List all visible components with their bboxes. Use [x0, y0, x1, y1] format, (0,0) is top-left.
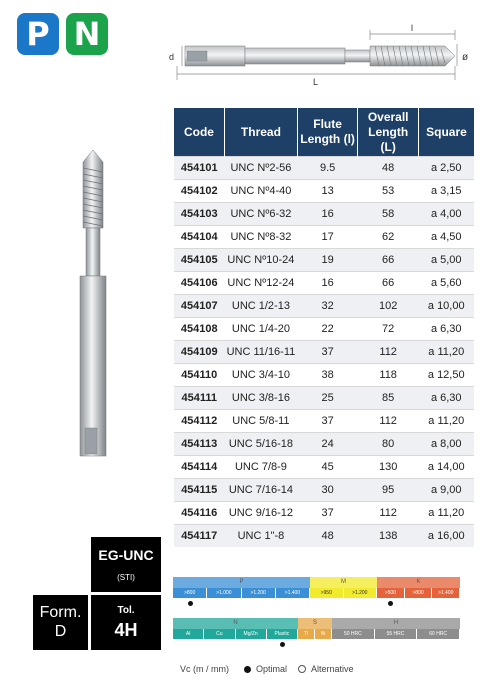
- cell-code: 454106: [174, 272, 224, 295]
- cell-square: a 14,00: [418, 456, 474, 479]
- cell-thread: UNC 9/16-12: [224, 502, 297, 525]
- tap-dimension-diagram: [165, 22, 475, 90]
- cell-thread: UNC 3/8-16: [224, 387, 297, 410]
- cell-overall-length: 58: [358, 203, 419, 226]
- tap-type-sub-label: (STI): [117, 573, 135, 582]
- cell-code: 454112: [174, 410, 224, 433]
- table-row: [174, 387, 474, 410]
- cell-overall-length: 85: [358, 387, 419, 410]
- cell-overall-length: 138: [358, 525, 419, 548]
- material-cell: >1.400: [276, 588, 310, 598]
- material-group-label: K: [377, 577, 460, 588]
- table-row: [174, 249, 474, 272]
- cell-flute-length: 17: [297, 226, 357, 249]
- form-value: D: [54, 623, 67, 640]
- cell-thread: UNC 11/16-11: [224, 341, 297, 364]
- material-cell: Ti: [298, 629, 315, 639]
- cell-square: a 5,60: [418, 272, 474, 295]
- cell-code: 454113: [174, 433, 224, 456]
- cell-thread: UNC 7/16-14: [224, 479, 297, 502]
- cell-thread: UNC 7/8-9: [224, 456, 297, 479]
- cell-square: a 6,30: [418, 318, 474, 341]
- table-row: [174, 456, 474, 479]
- legend-alternative: Alternative: [311, 664, 354, 674]
- material-cell: Mg/Zn: [236, 629, 267, 639]
- n-material-badge: N: [66, 13, 108, 55]
- cell-overall-length: 48: [358, 157, 419, 180]
- cell-code: 454110: [174, 364, 224, 387]
- cell-square: a 10,00: [418, 295, 474, 318]
- table-row: [174, 180, 474, 203]
- cell-overall-length: 66: [358, 272, 419, 295]
- form-box: [33, 595, 88, 650]
- material-cell: >1.400: [432, 588, 460, 598]
- material-group-label: N: [173, 618, 298, 629]
- cell-flute-length: 37: [297, 341, 357, 364]
- table-row: [174, 410, 474, 433]
- material-cell: 55 HRC: [375, 629, 418, 639]
- table-header-row: [174, 108, 474, 157]
- cell-square: a 8,00: [418, 433, 474, 456]
- cell-overall-length: 53: [358, 180, 419, 203]
- cell-code: 454108: [174, 318, 224, 341]
- material-group-s: [298, 618, 332, 649]
- cell-thread: UNC Nº4-40: [224, 180, 297, 203]
- header-thread: Thread: [224, 108, 297, 157]
- table-row: [174, 203, 474, 226]
- cell-code: 454104: [174, 226, 224, 249]
- cell-flute-length: 37: [297, 410, 357, 433]
- cell-square: a 4,00: [418, 203, 474, 226]
- cell-overall-length: 66: [358, 249, 419, 272]
- cell-code: 454114: [174, 456, 224, 479]
- cell-thread: UNC 1/4-20: [224, 318, 297, 341]
- cell-flute-length: 24: [297, 433, 357, 456]
- cell-thread: UNC Nº12-24: [224, 272, 297, 295]
- cell-overall-length: 130: [358, 456, 419, 479]
- material-cell: Ni: [315, 629, 332, 639]
- optimal-dot-icon: [188, 601, 193, 606]
- material-table-bottom: [173, 618, 460, 649]
- cell-thread: UNC 3/4-10: [224, 364, 297, 387]
- material-cell: >1.000: [207, 588, 241, 598]
- cell-code: 454101: [174, 157, 224, 180]
- table-body: [174, 157, 474, 548]
- cell-flute-length: 30: [297, 479, 357, 502]
- cell-square: a 2,50: [418, 157, 474, 180]
- alternative-dot-icon: [298, 665, 306, 673]
- cell-thread: UNC Nº10-24: [224, 249, 297, 272]
- material-cell: >800: [173, 588, 207, 598]
- cell-flute-length: 22: [297, 318, 357, 341]
- legend: [180, 664, 354, 674]
- cell-thread: UNC 1"-8: [224, 525, 297, 548]
- cell-flute-length: 32: [297, 295, 357, 318]
- optimal-dot-icon: [280, 642, 285, 647]
- material-group-m: [310, 577, 377, 608]
- material-cell: >1.200: [344, 588, 378, 598]
- cell-code: 454102: [174, 180, 224, 203]
- material-table-top: [173, 577, 460, 608]
- material-group-k: [377, 577, 460, 608]
- cell-overall-length: 80: [358, 433, 419, 456]
- cell-code: 454109: [174, 341, 224, 364]
- cell-flute-length: 37: [297, 502, 357, 525]
- table-row: [174, 318, 474, 341]
- material-group-label: S: [298, 618, 332, 629]
- cell-flute-length: 45: [297, 456, 357, 479]
- cell-flute-length: 38: [297, 364, 357, 387]
- cell-thread: UNC 1/2-13: [224, 295, 297, 318]
- table-row: [174, 272, 474, 295]
- legend-optimal: Optimal: [256, 664, 288, 674]
- table-row: [174, 479, 474, 502]
- cell-thread: UNC Nº8-32: [224, 226, 297, 249]
- material-cell: Al: [173, 629, 204, 639]
- thread-spec-table: [174, 108, 474, 547]
- cell-code: 454103: [174, 203, 224, 226]
- cell-flute-length: 13: [297, 180, 357, 203]
- optimal-dot-icon: [388, 601, 393, 606]
- material-cell: >1.200: [242, 588, 276, 598]
- material-group-label: P: [173, 577, 310, 588]
- cell-code: 454105: [174, 249, 224, 272]
- cell-square: a 11,20: [418, 341, 474, 364]
- table-row: [174, 433, 474, 456]
- material-group-label: M: [310, 577, 377, 588]
- material-group-h: [332, 618, 460, 649]
- header-code: Code: [174, 108, 224, 157]
- table-row: [174, 226, 474, 249]
- table-row: [174, 502, 474, 525]
- form-label: Form.: [39, 604, 82, 621]
- cell-overall-length: 112: [358, 410, 419, 433]
- cell-code: 454115: [174, 479, 224, 502]
- tolerance-box: [91, 595, 161, 650]
- cell-square: a 12,50: [418, 364, 474, 387]
- tolerance-value: 4H: [114, 620, 138, 640]
- legend-vc: Vc (m / mm): [180, 664, 229, 674]
- material-cell: >800: [405, 588, 433, 598]
- cell-square: a 3,15: [418, 180, 474, 203]
- material-group-n: [173, 618, 298, 649]
- cell-overall-length: 62: [358, 226, 419, 249]
- diagram-diameter-label: ø: [462, 52, 469, 63]
- cell-flute-length: 16: [297, 203, 357, 226]
- material-group-label: H: [332, 618, 460, 629]
- tap-type-box: [91, 537, 161, 592]
- cell-square: a 11,20: [418, 502, 474, 525]
- material-group-p: [173, 577, 310, 608]
- material-cell: 60 HRC: [417, 629, 460, 639]
- tolerance-label: Tol.: [117, 605, 135, 616]
- cell-flute-length: 16: [297, 272, 357, 295]
- cell-code: 454116: [174, 502, 224, 525]
- cell-thread: UNC Nº6-32: [224, 203, 297, 226]
- cell-square: a 4,50: [418, 226, 474, 249]
- cell-code: 454111: [174, 387, 224, 410]
- cell-flute-length: 25: [297, 387, 357, 410]
- table-row: [174, 341, 474, 364]
- p-material-badge: P: [17, 13, 59, 55]
- table-row: [174, 157, 474, 180]
- header-square: Square: [418, 108, 474, 157]
- cell-code: 454117: [174, 525, 224, 548]
- cell-flute-length: 19: [297, 249, 357, 272]
- material-cell: Cu: [204, 629, 235, 639]
- diagram-L-label: L: [313, 77, 319, 87]
- table-row: [174, 295, 474, 318]
- cell-square: a 6,30: [418, 387, 474, 410]
- optimal-dot-icon: [244, 666, 251, 673]
- header-flute-length: Flute Length (l): [297, 108, 357, 157]
- cell-overall-length: 72: [358, 318, 419, 341]
- tap-tool-image: [68, 148, 118, 468]
- material-cell: >950: [310, 588, 344, 598]
- table-row: [174, 525, 474, 548]
- cell-flute-length: 9.5: [297, 157, 357, 180]
- material-cell: Plastic: [267, 629, 298, 639]
- tap-type-label: EG-UNC: [98, 547, 154, 563]
- cell-thread: UNC 5/16-18: [224, 433, 297, 456]
- table-row: [174, 364, 474, 387]
- diagram-d-label: d: [169, 52, 175, 62]
- material-cell: 50 HRC: [332, 629, 375, 639]
- material-cell: >500: [377, 588, 405, 598]
- cell-overall-length: 118: [358, 364, 419, 387]
- cell-overall-length: 112: [358, 502, 419, 525]
- cell-code: 454107: [174, 295, 224, 318]
- cell-overall-length: 95: [358, 479, 419, 502]
- cell-overall-length: 112: [358, 341, 419, 364]
- cell-square: a 16,00: [418, 525, 474, 548]
- diagram-l-label: l: [411, 23, 413, 33]
- cell-overall-length: 102: [358, 295, 419, 318]
- cell-square: a 9,00: [418, 479, 474, 502]
- cell-thread: UNC Nº2-56: [224, 157, 297, 180]
- cell-thread: UNC 5/8-11: [224, 410, 297, 433]
- cell-square: a 11,20: [418, 410, 474, 433]
- cell-flute-length: 48: [297, 525, 357, 548]
- cell-square: a 5,00: [418, 249, 474, 272]
- header-overall-length: Overall Length (L): [358, 108, 419, 157]
